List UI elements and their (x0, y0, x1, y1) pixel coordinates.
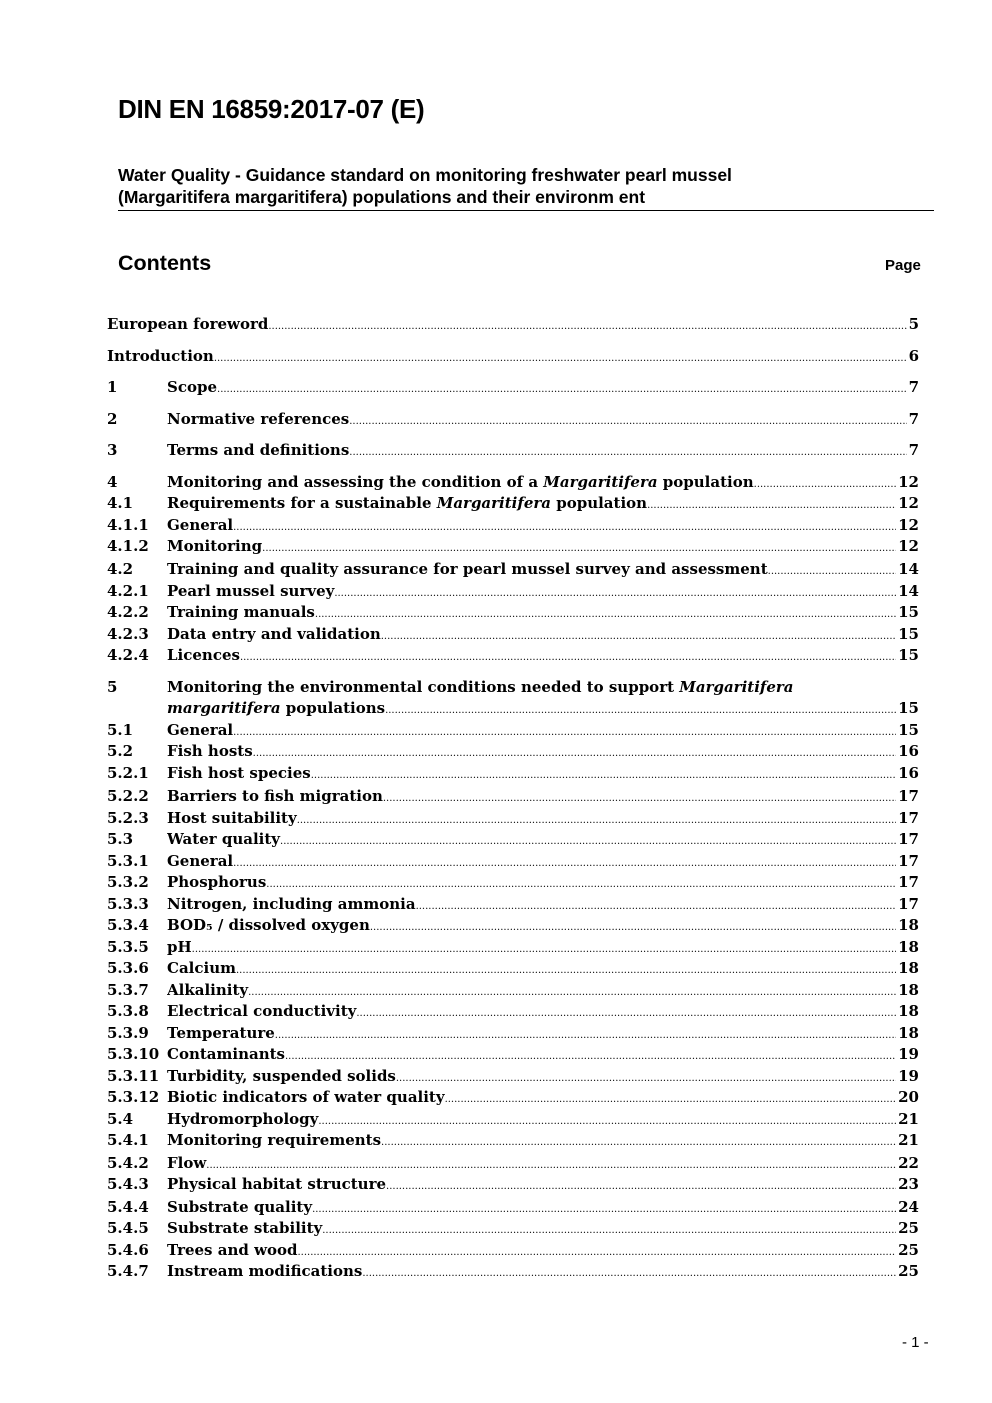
toc-label: Nitrogen, including ammonia (167, 895, 416, 913)
toc-label: Calcium (167, 959, 236, 977)
toc-label: Substrate stability (167, 1219, 323, 1237)
toc-page: 16 (898, 742, 919, 760)
toc-number: 5.3.6 (107, 959, 149, 977)
toc-entry[interactable] (107, 1261, 919, 1282)
toc-entry[interactable] (107, 786, 919, 807)
toc-label: Normative references (167, 410, 350, 428)
page-number: - 1 - (902, 1334, 929, 1351)
toc-leader (240, 647, 896, 668)
toc-number: 5.4.4 (107, 1198, 149, 1216)
toc-leader (275, 1025, 896, 1046)
toc-leader (248, 982, 896, 1003)
toc-label: Instream modifications (167, 1262, 363, 1280)
toc-leader (768, 561, 896, 582)
toc-page: 15 (898, 721, 919, 739)
toc-entry[interactable] (107, 409, 919, 430)
toc-leader (253, 743, 896, 764)
toc-label: Data entry and validation (167, 625, 381, 643)
toc-page: 19 (898, 1045, 919, 1063)
toc-number: 5.4.5 (107, 1219, 149, 1237)
toc-label: Licences (167, 646, 240, 664)
toc-page: 21 (898, 1110, 919, 1128)
toc-number: 5.4 (107, 1110, 134, 1128)
toc-page: 7 (908, 441, 919, 459)
toc-leader (322, 1220, 896, 1241)
toc-leader (312, 1199, 896, 1220)
toc-label: Biotic indicators of water quality (167, 1088, 445, 1106)
toc-number: 5.3.2 (107, 873, 149, 891)
toc-entry-introduction[interactable] (107, 346, 919, 367)
toc-number: 5.3 (107, 830, 134, 848)
toc-entry[interactable] (107, 915, 919, 936)
toc-entry[interactable] (107, 645, 919, 666)
toc-entry[interactable] (107, 515, 919, 536)
toc-label: General (167, 721, 234, 739)
toc-page: 18 (898, 938, 919, 956)
page-column-heading: Page (885, 257, 921, 274)
toc-entry[interactable] (107, 377, 919, 398)
toc-number: 2 (107, 410, 118, 428)
toc-label: Fish hosts (167, 742, 253, 760)
document-id: DIN EN 16859:2017-07 (E) (118, 94, 425, 124)
toc-label: Water quality (167, 830, 281, 848)
toc-entry[interactable] (107, 1109, 919, 1130)
toc-label: General (167, 852, 234, 870)
toc-label: Contaminants (167, 1045, 285, 1063)
toc-entry[interactable] (107, 1087, 919, 1108)
toc-number: 5.2.1 (107, 764, 149, 782)
toc-page: 17 (898, 809, 919, 827)
toc-leader (396, 1068, 896, 1089)
toc-page: 18 (898, 916, 919, 934)
toc-entry[interactable] (107, 1240, 919, 1261)
toc-label: Electrical conductivity (167, 1002, 357, 1020)
toc-leader (315, 604, 896, 625)
toc-leader (233, 853, 896, 874)
toc-label: Terms and definitions (167, 441, 350, 459)
toc-page: 19 (898, 1067, 919, 1085)
toc-leader (349, 442, 906, 463)
toc-leader (370, 917, 896, 938)
toc-number: 5.4.6 (107, 1241, 149, 1259)
toc-page: 7 (908, 410, 919, 428)
toc-leader (381, 626, 896, 647)
title-line-2: (Margaritifera margaritifera) populations and their environm ent (118, 187, 646, 207)
toc-entry[interactable] (107, 536, 919, 557)
toc-leader (285, 1046, 896, 1067)
toc-number: 5.4.3 (107, 1175, 149, 1193)
toc-leader (383, 788, 896, 809)
toc-entry-section-5-line-2[interactable] (107, 698, 919, 719)
toc-leader (647, 495, 896, 516)
toc-label: Scope (167, 378, 218, 396)
toc-label: Flow (167, 1154, 207, 1172)
toc-leader (311, 765, 896, 786)
toc-page: 7 (908, 378, 919, 396)
toc-label: Pearl mussel survey (167, 582, 335, 600)
toc-entry[interactable] (107, 894, 919, 915)
toc-leader (386, 1176, 896, 1197)
toc-leader (214, 348, 907, 369)
toc-entry[interactable] (107, 720, 919, 741)
toc-label: Monitoring requirements (167, 1131, 382, 1149)
toc-number: 4.2.2 (107, 603, 149, 621)
toc-label: BOD₅ / dissolved oxygen (167, 916, 370, 934)
toc-leader (268, 316, 906, 337)
toc-label: margaritifera populations (167, 699, 386, 717)
toc-leader (236, 960, 896, 981)
toc-number: 5.3.12 (107, 1088, 160, 1106)
toc-entry[interactable] (107, 472, 919, 493)
toc-label: Substrate quality (167, 1198, 313, 1216)
toc-entry[interactable] (107, 602, 919, 623)
toc-entry-foreword[interactable] (107, 314, 919, 335)
toc-leader (297, 810, 896, 831)
toc-number: 4.1.1 (107, 516, 149, 534)
toc-page: 17 (898, 852, 919, 870)
toc-page: 24 (898, 1198, 919, 1216)
toc-page: 15 (898, 699, 919, 717)
toc-entry[interactable] (107, 1174, 919, 1195)
toc-label: European foreword (107, 315, 269, 333)
toc-label: Trees and wood (167, 1241, 298, 1259)
toc-number: 4 (107, 473, 118, 491)
toc-number: 5.2.3 (107, 809, 149, 827)
toc-number: 5.2 (107, 742, 134, 760)
toc-page: 22 (898, 1154, 919, 1172)
toc-leader (445, 1089, 897, 1110)
toc-label: Turbidity, suspended solids (167, 1067, 396, 1085)
toc-number: 4.1 (107, 494, 134, 512)
toc-number: 5.3.5 (107, 938, 149, 956)
toc-page: 12 (898, 537, 919, 555)
toc-entry[interactable] (107, 808, 919, 829)
toc-page: 18 (898, 959, 919, 977)
toc-entry[interactable] (107, 1130, 919, 1151)
toc-label: General (167, 516, 234, 534)
toc-label: Training and quality assurance for pearl mussel survey and assessment (167, 560, 768, 578)
toc-entry[interactable] (107, 958, 919, 979)
toc-page: 18 (898, 1024, 919, 1042)
toc-page: 25 (898, 1262, 919, 1280)
toc-label: Barriers to fish migration (167, 787, 383, 805)
toc-label: Monitoring (167, 537, 263, 555)
toc-entry[interactable] (107, 1001, 919, 1022)
toc-entry[interactable] (107, 1044, 919, 1065)
toc-label: pH (167, 938, 192, 956)
toc-entry[interactable] (107, 440, 919, 461)
toc-entry[interactable] (107, 980, 919, 1001)
toc-leader (280, 831, 896, 852)
toc-page: 15 (898, 625, 919, 643)
toc-leader (356, 1003, 896, 1024)
toc-label: Monitoring the environmental conditions needed to support Margaritifera (167, 678, 794, 696)
toc-label: Physical habitat structure (167, 1175, 387, 1193)
toc-page: 14 (898, 560, 919, 578)
toc-leader (217, 379, 907, 400)
toc-number: 4.2 (107, 560, 134, 578)
toc-entry[interactable] (107, 581, 919, 602)
toc-entry[interactable] (107, 624, 919, 645)
toc-leader (233, 722, 896, 743)
toc-page: 12 (898, 516, 919, 534)
toc-number: 4.2.1 (107, 582, 149, 600)
toc-leader (381, 1132, 896, 1153)
toc-page: 18 (898, 981, 919, 999)
toc-number: 5.4.1 (107, 1131, 149, 1149)
toc-entry[interactable] (107, 1023, 919, 1044)
toc-entry[interactable] (107, 493, 919, 514)
toc-leader (416, 896, 897, 917)
document-title (118, 164, 934, 211)
toc-page: 21 (898, 1131, 919, 1149)
toc-leader (192, 939, 896, 960)
toc-page: 15 (898, 603, 919, 621)
toc-entry[interactable] (107, 763, 919, 784)
toc-leader (334, 583, 896, 604)
toc-page: 20 (898, 1088, 919, 1106)
toc-label: Introduction (107, 347, 214, 365)
toc-page: 16 (898, 764, 919, 782)
toc-entry[interactable] (107, 851, 919, 872)
toc-number: 5.3.4 (107, 916, 149, 934)
toc-page: 6 (908, 347, 919, 365)
toc-page: 15 (898, 646, 919, 664)
toc-page: 25 (898, 1219, 919, 1237)
toc-label: Fish host species (167, 764, 311, 782)
toc-page: 17 (898, 830, 919, 848)
toc-number: 5.3.11 (107, 1067, 160, 1085)
title-line-1: Water Quality - Guidance standard on monitoring freshwater pearl mussel (118, 165, 732, 185)
toc-number: 5.2.2 (107, 787, 149, 805)
toc-label: Phosphorus (167, 873, 267, 891)
toc-number: 5.3.10 (107, 1045, 160, 1063)
toc-number: 5.3.9 (107, 1024, 149, 1042)
toc-number: 4.1.2 (107, 537, 149, 555)
toc-number: 5.4.2 (107, 1154, 149, 1172)
toc-entry[interactable] (107, 937, 919, 958)
toc-number: 5.3.3 (107, 895, 149, 913)
toc-number: 5.3.1 (107, 852, 149, 870)
toc-label: Alkalinity (167, 981, 249, 999)
toc-number: 5.1 (107, 721, 134, 739)
toc-entry-section-5-line-1[interactable] (107, 677, 919, 698)
toc-entry[interactable] (107, 829, 919, 850)
toc-page: 17 (898, 787, 919, 805)
toc-leader (754, 474, 896, 495)
toc-label: Hydromorphology (167, 1110, 319, 1128)
toc-label: Temperature (167, 1024, 275, 1042)
toc-entry[interactable] (107, 872, 919, 893)
toc-leader (349, 411, 906, 432)
toc-label: Host suitability (167, 809, 297, 827)
toc-entry[interactable] (107, 559, 919, 580)
toc-entry[interactable] (107, 1153, 919, 1174)
toc-entry[interactable] (107, 1197, 919, 1218)
toc-leader (266, 874, 896, 895)
toc-number: 3 (107, 441, 118, 459)
toc-entry[interactable] (107, 1066, 919, 1087)
toc-number: 4.2.4 (107, 646, 149, 664)
toc-number: 5 (107, 678, 118, 696)
toc-leader (262, 538, 896, 559)
toc-page: 17 (898, 873, 919, 891)
toc-page: 14 (898, 582, 919, 600)
toc-leader (362, 1263, 896, 1284)
toc-label: Training manuals (167, 603, 315, 621)
toc-number: 5.3.7 (107, 981, 149, 999)
toc-label: Monitoring and assessing the condition of a Margaritifera population (167, 473, 754, 491)
toc-number: 4.2.3 (107, 625, 149, 643)
toc-label: Requirements for a sustainable Margaritifera population (167, 494, 648, 512)
toc-page: 12 (898, 473, 919, 491)
toc-leader (206, 1155, 896, 1176)
toc-leader (318, 1111, 896, 1132)
toc-entry[interactable] (107, 741, 919, 762)
toc-number: 5.3.8 (107, 1002, 149, 1020)
toc-number: 5.4.7 (107, 1262, 149, 1280)
toc-page: 12 (898, 494, 919, 512)
toc-leader (233, 517, 896, 538)
contents-heading: Contents (118, 251, 212, 275)
toc-page: 17 (898, 895, 919, 913)
toc-entry[interactable] (107, 1218, 919, 1239)
toc-leader (385, 700, 896, 721)
toc-page: 25 (898, 1241, 919, 1259)
toc-page: 5 (908, 315, 919, 333)
toc-leader (297, 1242, 896, 1263)
toc-number: 1 (107, 378, 118, 396)
toc-page: 18 (898, 1002, 919, 1020)
toc-page: 23 (898, 1175, 919, 1193)
